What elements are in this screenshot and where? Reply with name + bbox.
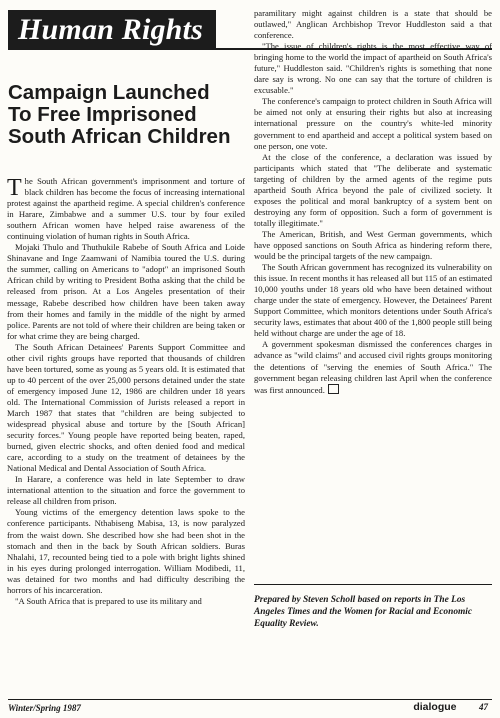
paragraph: At the close of the conference, a declaration was issued by participants which stated that "The deliberate and systematic targeting of children by the armed agents of the regime puts apartheid South Africa beyond the pale of civilized society. It exposes the political and moral bankruptcy of a system bent on destroying any form of opposition. Such a form of government is totally illegitimate." — [254, 151, 492, 228]
drop-cap: T — [7, 175, 22, 201]
section-banner: Human Rights — [8, 10, 216, 50]
headline-line-1: Campaign Launched — [8, 81, 210, 104]
magazine-name: dialogue — [413, 701, 457, 713]
paragraph: Mojaki Thulo and Thuthukile Rabebe of South Africa and Loide Shinavane and Inge Zaamwani of Namibia toured the U.S. during the summer, calling on Americans to "adopt" an imprisoned South African child by writing to President Botha asking that the child be released from prison. At a Los Angeles presentation of their message, Rabebe described how children have been taken away from their homes and family in the middle of the night by armed police. Parents are not told of where their children are being taken or for what crime they are being charged. — [7, 242, 245, 341]
paragraph: The American, British, and West German governments, which have opposed sanctions on South Africa as hindering reform there, would be the principal targets of the new campaign. — [254, 228, 492, 262]
footer-rule — [8, 699, 492, 700]
paragraph: A government spokesman dismissed the conferences charges in advance as "wild claims" and accused civil rights groups monitoring the detentions of "serving the enemies of South Africa." The government began releasing children last April when the conference was first announced. — [254, 339, 492, 395]
paragraph: The South African government's imprisonment and torture of black children has become the focus of increasing international protest against the apartheid regime. A special children's conference in Harare, Zimbabwe and a summer U.S. tour by four exiled southern African women have helped raise awareness of the continuing violation of human rights in South Africa. — [7, 175, 245, 242]
article-headline — [8, 82, 258, 148]
paragraph: In Harare, a conference was held in late September to draw international attention to the situation and force the government to release all children from prison. — [7, 474, 245, 507]
article-credit: Prepared by Steven Scholl based on reports in The Los Angeles Times and the Women for Racial and Economic Equality Review. — [254, 595, 473, 629]
end-mark-icon — [328, 384, 339, 394]
credit-rule — [254, 584, 492, 585]
paragraph: "A South Africa that is prepared to use its military and — [15, 595, 202, 606]
paragraph: The conference's campaign to protect children in South Africa will be aimed not only at ensuring their rights but also at increasing international pressure on the country's white-led minority government to end apartheid and accept a political system based on one person, one vote. — [254, 96, 492, 151]
issue-date: Winter/Spring 1987 — [8, 703, 81, 713]
paragraph: The South African Detainees' Parents Support Committee and other civil rights groups have reported that thousands of children have been tortured, some as young as 5 years old. It is estimated that up to 40 percent of the over 25,000 persons detained under the state of emergency imposed June 12, 1986 are children under 18 years old. The International Commission of Jurists released a report in March 1987 that states that "children are being subjected to widespread physical abuse and torture by the [South African] security forces." Young people have reported being beaten, raped, burned, given electric shocks, and often denied food and medical care, according to a study on the treatment of detainees by the National Medical and Dental Association of South Africa. — [7, 341, 245, 474]
paragraph: Young victims of the emergency detention laws spoke to the conference participants. Nthabiseng Mabisa, 13, is now paralyzed from the waist down. She described how she had been shot in the stomach and then in the back by South African soldiers. Buras Nhalahi, 17, recounted being tied to a pole with bright lights shined in his eyes during prolonged interrogation. William Modibedi, 11, was detained for two months and had difficulty describing the horrors of his incarceration. — [7, 507, 245, 595]
paragraph: "The issue of children's rights is the most effective way of bringing home to the world the impact of apartheid on South Africa's future," Huddleston said. "Children's rights is something that none dare say is wrong. No one can say that the torture of children is excusable." — [254, 41, 492, 96]
headline-line-2: To Free Imprisoned — [8, 103, 197, 126]
paragraph: paramilitary might against children is a state that should be outlawed," Anglican Archbishop Trevor Huddleston said a that conference. — [254, 8, 492, 41]
article-column-right — [254, 8, 492, 396]
paragraph: The South African government has recognized its vulnerability on this issue. In recent months it has released all but 115 of an estimated 10,000 youths under 18 years old who have been detained without charge under the state of emergency. However, the Detainees' Parent Support Committee, which monitors detentions under South Africa's security laws, estimates that about 400 of the 1,800 people still being held without charge are under the age of 18. — [254, 262, 492, 339]
headline-line-3: South African Children — [8, 125, 231, 148]
footer-right — [413, 701, 488, 713]
article-column-left — [7, 176, 245, 607]
page-number: 47 — [479, 702, 488, 712]
